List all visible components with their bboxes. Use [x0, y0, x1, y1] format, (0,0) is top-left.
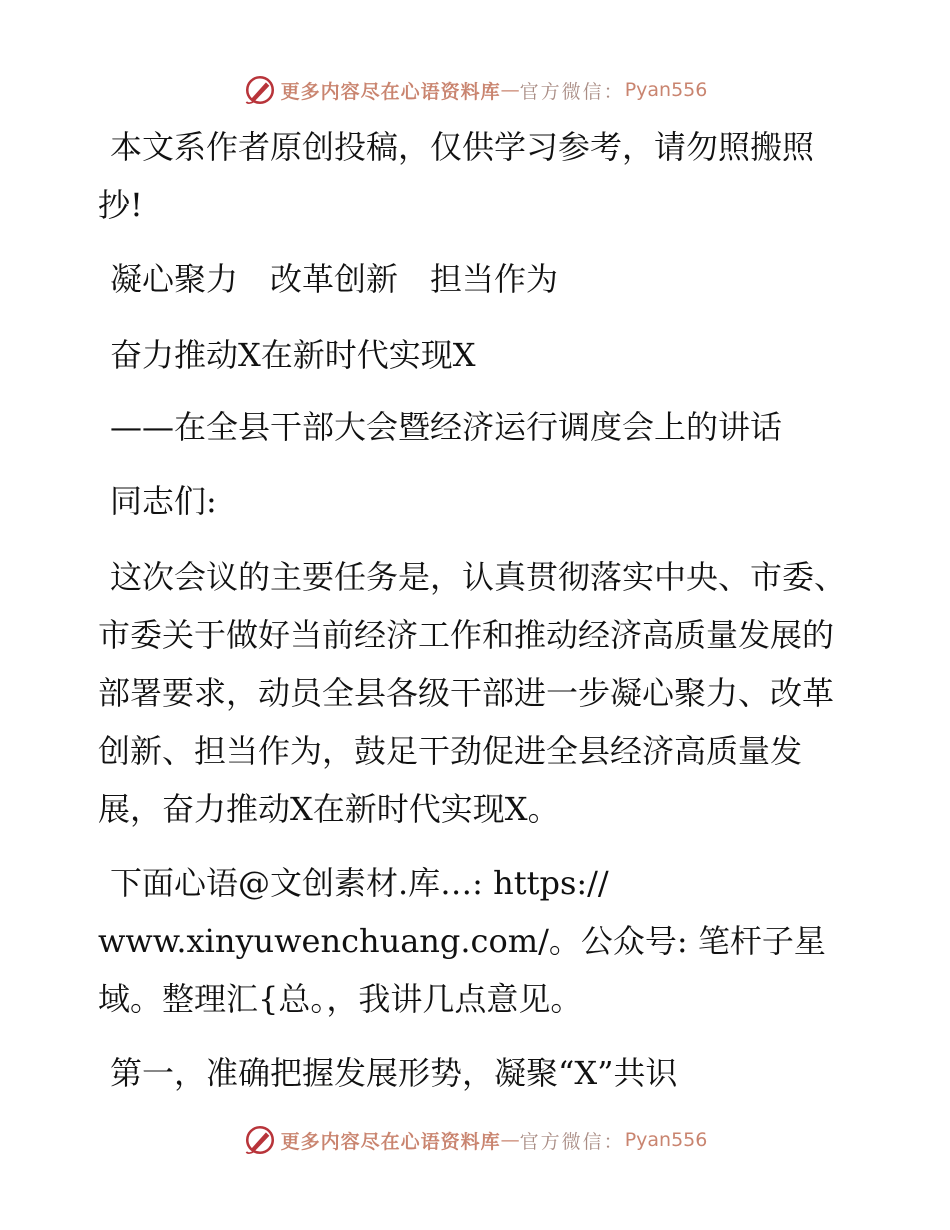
pen-logo-icon: [243, 1123, 277, 1157]
subtitle: ——在全县干部大会暨经济运行调度会上的讲话: [110, 408, 783, 446]
salutation: 同志们:: [110, 482, 217, 520]
intro-paragraph: 这次会议的主要任务是，认真贯彻落实中央、市委、市委关于做好当前经济工作和推动经济高质量发展的部署要求，动员全县各级干部进一步凝心聚力、改革创新、担当作为，鼓足干劲促进全县经济高质量发展，奋力推动X在新时代实现X。: [98, 558, 847, 828]
section-1-heading: 第一，准确把握发展形势，凝聚“X”共识: [110, 1054, 678, 1092]
watermark-banner-top: [0, 70, 950, 110]
watermark-wechat-id: Pyan556: [624, 1129, 708, 1151]
notice-paragraph: 本文系作者原创投稿，仅供学习参考，请勿照搬照抄!: [98, 128, 815, 224]
source-line-3: 域。整理汇{总。，我讲几点意见。: [98, 980, 583, 1018]
watermark-banner-bottom: [0, 1120, 950, 1160]
watermark-label: 官方微信：: [519, 80, 625, 103]
watermark-site-text: 更多内容尽在心语资料库: [280, 80, 501, 103]
watermark-dash: —: [500, 79, 520, 101]
title-line-1: 凝心聚力 改革创新 担当作为: [110, 260, 559, 298]
source-line-1: 下面心语@文创素材.库…: https://: [110, 864, 609, 902]
watermark-label: 官方微信：: [519, 1130, 625, 1153]
watermark-wechat-id: Pyan556: [624, 79, 708, 101]
watermark-site-text: 更多内容尽在心语资料库: [280, 1130, 501, 1153]
watermark-dash: —: [500, 1129, 520, 1151]
title-line-2: 奋力推动X在新时代实现X: [110, 336, 476, 374]
pen-logo-icon: [243, 73, 277, 107]
source-line-2: www.xinyuwenchuang.com/。公众号: 笔杆子星: [98, 922, 826, 960]
